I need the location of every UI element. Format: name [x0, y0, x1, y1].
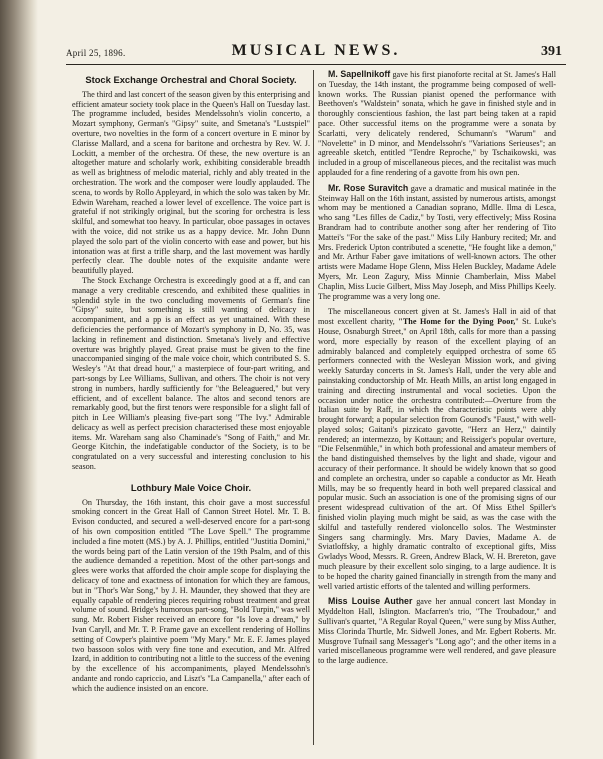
- left-column: [72, 70, 310, 750]
- section-title-stock-exchange: Stock Exchange Orchestral and Choral Society.: [85, 74, 297, 85]
- article-paragraph: The Stock Exchange Orchestra is exceedingly good at a ff, and can manage a very creditable crescendo, and exhibited these qualities in splendid style in the two concluding movements of German's fine "Gipsy" suite, but something is still wanting of delicacy in accompaniment, and a pp is an effect as yet unattained. With these deficiencies the performance of Mozart's symphony in D, No. 35, was lacking in refinement and distinction. Smetana's lively and effective overture was brightly played. Great praise must be given to the fine unaccompanied singing of the male voice choir, which contributed S. S. Wesley's "At that dread hour," a masterpiece of four-part writing, and part-songs by Lee Williams, Sullivan, and others. The choir is not very strong in numbers, hardly sufficiently for "the Beleaguered," but very efficient, and of excellent balance. The altos and second tenors are remarkably good, but the first tenors were responsible for a slight fall of pitch in Lee William's pleasing five-part song "The Ivy." Admirable delicacy as well as perfect precision characterised these most enjoyable items. Mr. Wareham sang also Chaminade's "Song of Faith," and Mr. George Kitchin, the indefatigable conductor of the Society, is to be congratulated on a very successful and interesting conclusion to his season.: [72, 275, 310, 472]
- right-column: [318, 70, 556, 750]
- article-lead: Mr. Rose Suravitch: [328, 182, 409, 193]
- column-divider: [313, 70, 314, 745]
- article-auther: [318, 597, 556, 666]
- page-number: 391: [541, 44, 562, 59]
- article-text: gave a dramatic and musical matinée in the Steinway Hall on the 16th instant, assisted by numerous artists, amongst whom may be mentioned a Canadian soprano, Mdlle. Ilma di Lesca, who sang "Les filles de Cadiz," by Tosti, very effectively; Miss Rosina Brandram had to contribute another song after her rendering of Tito Mattei's "For the sake of the past." Miss Lily Hanbury recited; Mr. and Mrs. Frederick Upton contributed a scenette, "He fought like a demon," and Mr. Arthur Faber gave imitations of well-known actors. The other artists were Madame Hope Glenn, Miss Helen Buckley, Madame Adele Myers, Mr. Leon Zagury, Miss Minnie Chamberlain, Miss Mabel Chaplin, Miss Lucie Gilbert, Miss May Joseph, and Miss Phillips Keely. The programme was a very long one.: [318, 183, 556, 301]
- article-suravitch: [318, 184, 556, 302]
- article-text: gave her annual concert last Monday in Myddelton Hall, Islington. Macfarren's trio, "The Troubadour," and Sullivan's quartet, "A Regular Royal Queen," were sung by Miss Auther, Miss Clorinda Thurtle, Mr. Sidwell Jones, and Mr. Egbert Roberts. Mr. Musgrove Tufnail sang Messager's "Long ago"; and the other items in a varied miscellaneous programme were well rendered, and gave pleasure to the large audience.: [318, 597, 556, 666]
- article-paragraph: On Thursday, the 16th instant, this choir gave a most successful smoking concert in the Great Hall of Cannon Street Hotel. Mr. T. B. Evison conducted, and secured a well-deserved encore for a part-song of his own composition entitled "The Love Spell." The programme included a fine motett (MS.) by A. J. Phillips, entitled "Justitia Domini," the words being part of the Latin version of the 19th Psalm, and of this the audience demanded a repetition. Most of the other part-songs and glees were works that afforded the choir ample scope for displaying the delicacy of tone and exactness of intonation for which they are famous, but in "Thor's War Song," by J. H. Maunder, they showed that they are equally capable of rendering pieces requiring robust treatment and great volume of sound. Bridge's humorous part-song, "Bold Turpin," was well sung. Mr. Robert Fisher received an encore for "Is love a dream," by Ivan Caryll, and Mr. T. P. Frame gave an excellent rendering of Hollins setting of Cowper's plaintive poem "My Mary." Mr. E. F. James played two bassoon solos with very fine tone and execution, and Mr. Alfred Izard, in addition to contributing not a little to the success of the evening by the excellence of his accompaniments, played Mendelssohn's andante and rondo capriccio, and Liszt's "La Campanella," after each of which the audience insisted on an encore.: [72, 497, 310, 693]
- article-lead: Miss Louise Auther: [328, 596, 413, 607]
- journal-title: MUSICAL NEWS.: [231, 42, 401, 59]
- page-header: [66, 42, 566, 62]
- book-binding-shadow: [0, 0, 38, 759]
- article-highlight: "The Home for the Dying Poor,: [398, 317, 516, 327]
- section-title-lothbury: Lothbury Male Voice Choir.: [130, 481, 252, 493]
- article-sapellnikoff: [318, 70, 556, 178]
- article-text: gave his first pianoforte recital at St. James's Hall on Tuesday, the 14th instant, the programme being composed of well-known works. The Russian pianist opened the performance with Beethoven's "Waldstein" sonata, which he gave in finished style and in thoroughly conscientious fashion, the last part being taken at a rapid pace. Other successful items on the programme were a sonata by Scarlatti, very delicately rendered, Schumann's "Warum" and "Novelette" in D minor, and Mendelssohn's "Variations Serieuses"; an agreeable sketch, entitled "Tendre Reproche," by Tschaikowski, was included in a group of miscellaneous pieces, and the recitalist was much applauded for a fine rendering of a gavotte from his own pen.: [318, 70, 556, 177]
- article-text: " St. Luke's House, Osnaburgh Street," on April 18th, calls for more than a passing word, more especially by reason of the excellent playing of an admirably balanced and completely equipped orchestra of some 65 performers connected with the Wesleyan Mission work, and giving weekly Saturday concerts in St. James's Hall, under the very able and painstaking conductorship of Mr. Heath Mills, an artist long engaged in training and directing instrumental and vocal societies. Upon the occasion under notice the orchestra contributed:—Overture from the Italian suite by Raff, in which the characteristic points were ably brought forward; a popular selection from Gounod's "Faust," with well-played solos; Gaitani's pizzicato gavotte, "Herz an Herz," daintily rendered; an intermezzo, by Kottaun; and Reissiger's popular overture, "Die Felsenmühle," in which both professional and amateur members of the band distinguished themselves by the light and shade, vigour and accuracy of their performance. It should be widely known that so good and complete an orchestra, under so capable a conductor as Mr. Heath Mills, may be so frequently heard in both well prepared classical and popular music. Such an association is one of the promising signs of our present widespread cultivation of the art. Of Miss Ethel Spiller's finished violin playing much might be said, as was the case with the skilful and tastefully rendered violoncello solos. The Westminster Singers sang charmingly. Mrs. Mary Davies, Madame A. de Sviatloffsky, a highly dramatic contralto of exceptional gifts, Miss Gwladys Wood, Messrs. R. Green, Andrew Black, W. H. Brereton, gave much pleasure by their excellent solo singing, to a large audience. It is to be hoped the charity gained financially in strength from the many and well varied artistic efforts of the talented and willing performers.: [318, 317, 556, 591]
- issue-date: April 25, 1896.: [66, 48, 126, 58]
- article-text: The miscellaneous concert given at St. James's Hall in aid of that most excellent charity,: [318, 307, 556, 327]
- article-lead: M. Sapellnikoff: [328, 70, 391, 79]
- article-paragraph: The third and last concert of the season given by this enterprising and efficient amateur society took place in the Queen's Hall on Tuesday last. The programme included, besides Mendelssohn's violin concerto, a Mozart symphony, German's "Gipsy" suite, and Smetana's "Lustspiel" overture, two novelties in the form of a concert overture in E minor by Clarisse Mallard, and a scena for baritone and orchestra by Rev. W. J. Lockitt, a member of the orchestra. Of these, the new overture is an altogether mature and scholarly work, exhibiting considerable breadth as well as brightness of melodic material, richly and ably treated in the orchestration. The work and the composer were loudly applauded. The scena, to words by Rollo Appleyard, in which the solo was taken by Mr. Edwin Wareham, reached a lower level of excellence. The voice part is grateful if not strikingly original, but the scoring for orchestra is less skilful, and somewhat too heavy. In particular, oboe passages in octaves with the voice, did not strike us as a happy device. Mr. John Dunn played the solo part of the violin concerto with ease and power, but his intonation was at first a trifle sharp, and the last movement was hardly perfectly clear. The double notes of the exquisite andante were beautifully played.: [72, 89, 310, 276]
- header-rule: [66, 64, 566, 65]
- article-home-for-dying-poor: [318, 307, 556, 591]
